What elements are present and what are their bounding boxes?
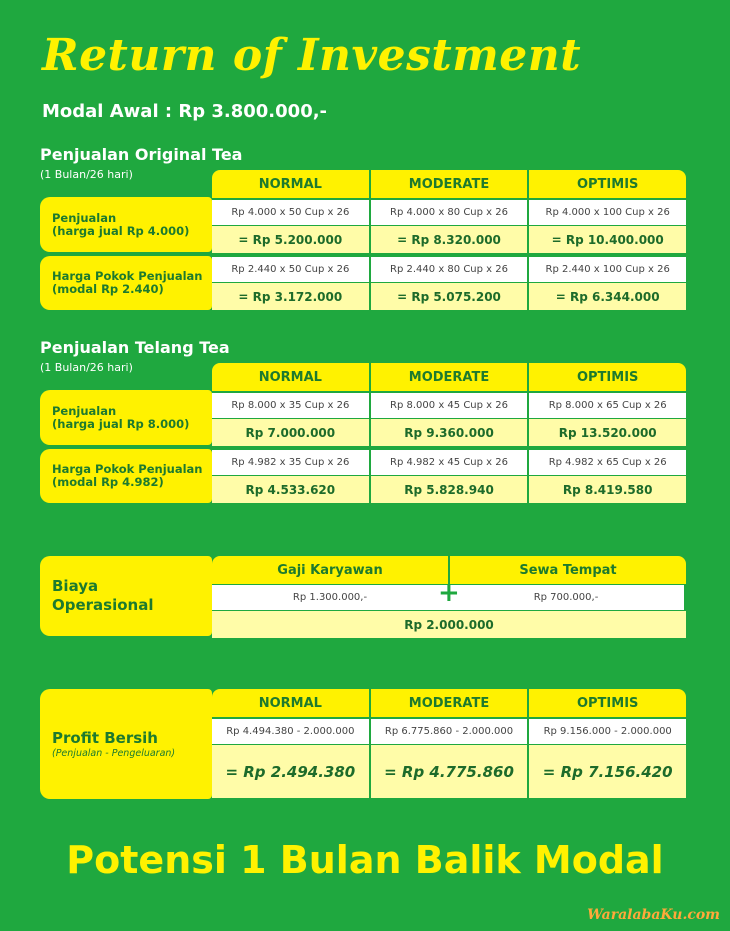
original-penjualan-label — [40, 197, 212, 252]
calc-cell: Rp 8.000 x 65 Cup x 26 — [529, 393, 686, 419]
calc-cell: Rp 4.982 x 35 Cup x 26 — [212, 450, 369, 476]
label-line1: Harga Pokok Penjualan — [52, 269, 203, 283]
operasional-table — [212, 556, 686, 638]
calc-cell: Rp 2.440 x 50 Cup x 26 — [212, 257, 369, 283]
profit-result: = Rp 4.775.860 — [371, 745, 528, 798]
result-cell: Rp 4.533.620 — [212, 476, 369, 503]
label-line2: (modal Rp 4.982) — [52, 475, 164, 489]
result-cell: = Rp 8.320.000 — [371, 226, 528, 253]
telang-section-title: Penjualan Telang Tea — [40, 338, 230, 357]
result-cell: = Rp 5.075.200 — [371, 283, 528, 310]
calc-cell: Rp 4.982 x 65 Cup x 26 — [529, 450, 686, 476]
telang-hpp-label — [40, 449, 212, 503]
calc-cell: Rp 4.000 x 50 Cup x 26 — [212, 200, 369, 226]
calc-cell: Rp 8.000 x 45 Cup x 26 — [371, 393, 528, 419]
col-normal: NORMAL — [212, 170, 369, 198]
result-cell: Rp 13.520.000 — [529, 419, 686, 446]
operasional-total: Rp 2.000.000 — [212, 611, 686, 638]
original-hpp-label — [40, 256, 212, 310]
label-line2: (harga jual Rp 8.000) — [52, 416, 190, 431]
calc-cell: Rp 6.775.860 - 2.000.000 — [371, 719, 528, 745]
result-cell: Rp 8.419.580 — [529, 476, 686, 503]
col-optimis: OPTIMIS — [529, 363, 686, 391]
telang-table — [212, 363, 686, 503]
telang-section-subtitle: (1 Bulan/26 hari) — [40, 361, 133, 374]
calc-cell: Rp 2.440 x 80 Cup x 26 — [371, 257, 528, 283]
footer-headline: Potensi 1 Bulan Balik Modal — [66, 838, 664, 882]
calc-cell: Rp 2.440 x 100 Cup x 26 — [529, 257, 686, 283]
original-section-title: Penjualan Original Tea — [40, 145, 243, 164]
col-moderate: MODERATE — [371, 363, 528, 391]
result-cell: = Rp 5.200.000 — [212, 226, 369, 253]
col-optimis: OPTIMIS — [529, 689, 686, 717]
calc-cell: Rp 4.982 x 45 Cup x 26 — [371, 450, 528, 476]
result-cell: Rp 9.360.000 — [371, 419, 528, 446]
sewa-value: Rp 700.000,- — [448, 585, 684, 611]
result-cell: = Rp 6.344.000 — [529, 283, 686, 310]
label-line1: Profit Bersih — [52, 728, 158, 747]
label-line2: (harga jual Rp 4.000) — [52, 223, 190, 238]
calc-cell: Rp 8.000 x 35 Cup x 26 — [212, 393, 369, 419]
col-sewa-tempat: Sewa Tempat — [450, 556, 686, 584]
col-normal: NORMAL — [212, 689, 369, 717]
profit-result: = Rp 2.494.380 — [212, 745, 369, 798]
label-line1: Harga Pokok Penjualan — [52, 462, 203, 476]
calc-cell: Rp 4.494.380 - 2.000.000 — [212, 719, 369, 745]
watermark-logo: WaralabaKu.com — [587, 907, 720, 923]
label-line2: (modal Rp 2.440) — [52, 282, 164, 296]
label-line2: (Penjualan - Pengeluaran) — [52, 747, 176, 759]
label-line1: Penjualan — [52, 403, 117, 418]
original-section-subtitle: (1 Bulan/26 hari) — [40, 168, 133, 181]
col-normal: NORMAL — [212, 363, 369, 391]
result-cell: Rp 7.000.000 — [212, 419, 369, 446]
calc-cell: Rp 9.156.000 - 2.000.000 — [529, 719, 686, 745]
page-title: Return of Investment — [42, 30, 582, 81]
label-line1: Penjualan — [52, 210, 117, 225]
gaji-value: Rp 1.300.000,- — [212, 585, 448, 611]
col-moderate: MODERATE — [371, 170, 528, 198]
result-cell: = Rp 3.172.000 — [212, 283, 369, 310]
profit-result: = Rp 7.156.420 — [529, 745, 686, 798]
plus-icon: + — [438, 578, 460, 608]
profit-table — [212, 689, 686, 798]
col-gaji-karyawan: Gaji Karyawan — [212, 556, 448, 584]
operasional-label — [40, 556, 212, 636]
col-optimis: OPTIMIS — [529, 170, 686, 198]
label-line1: Biaya — [52, 577, 99, 595]
col-moderate: MODERATE — [371, 689, 528, 717]
modal-awal: Modal Awal : Rp 3.800.000,- — [42, 101, 328, 122]
telang-penjualan-label — [40, 390, 212, 445]
profit-label — [40, 689, 212, 799]
result-cell: Rp 5.828.940 — [371, 476, 528, 503]
result-cell: = Rp 10.400.000 — [529, 226, 686, 253]
calc-cell: Rp 4.000 x 100 Cup x 26 — [529, 200, 686, 226]
calc-cell: Rp 4.000 x 80 Cup x 26 — [371, 200, 528, 226]
label-line2: Operasional — [52, 596, 154, 614]
original-table — [212, 170, 686, 310]
